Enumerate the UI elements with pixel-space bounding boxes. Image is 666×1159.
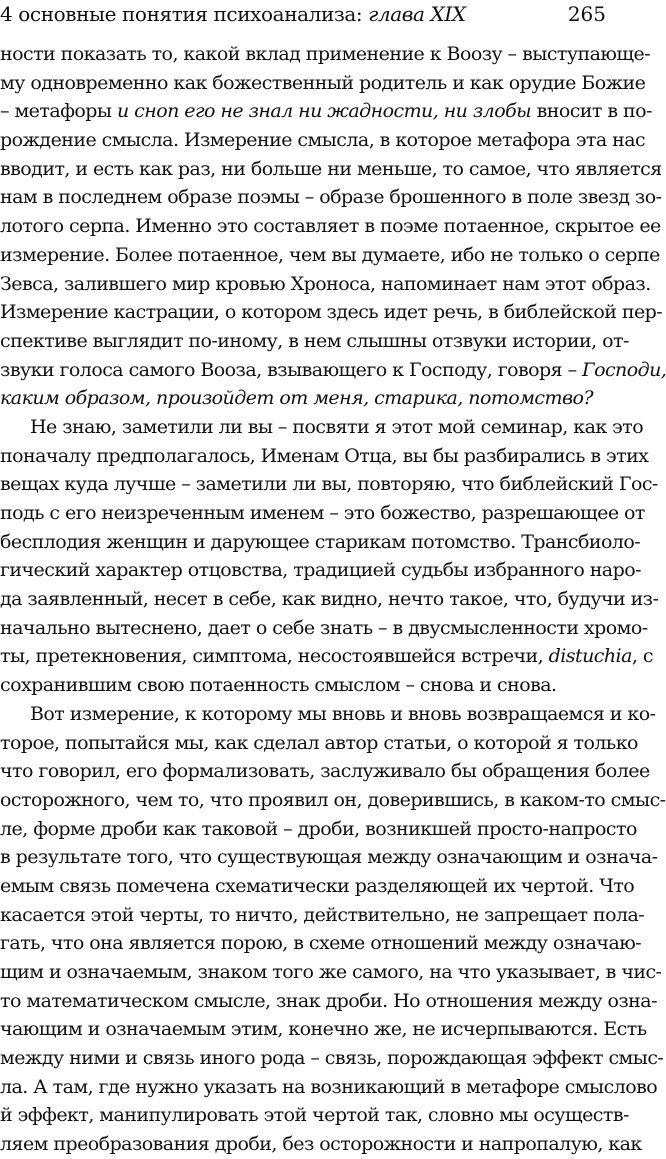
text-run: гический характер отцовства, традицией судьбы избранного наро- (0, 559, 641, 582)
text-line (0, 470, 658, 499)
text-run: щим и означаемым, знаком того же самого, на что указывает, в чис- (0, 961, 662, 983)
text-line (0, 556, 641, 585)
text-run: спективе выглядит по-иному, в нем слышны отзвуки истории, от- (0, 329, 629, 352)
text-run: вещах куда лучше – заметили ли вы, повторяю, что библейский Гос- (0, 473, 658, 496)
text-run: звуки голоса самого Вооза, взывающего к Господу, говоря – (0, 358, 583, 381)
text-run: ты, претекновения, симптома, несостоявшейся встречи, (0, 645, 549, 668)
text-run: что говорил, его формализовать, заслуживало бы обращения более (0, 760, 650, 783)
text-run: подь с его неизреченным именем – это божество, разрешающее от (0, 502, 645, 524)
text-line (0, 40, 651, 69)
text-run: поначалу предполагалось, Именам Отца, вы бы разбирались в этих (0, 444, 649, 467)
italic-run: distuchia (548, 645, 632, 668)
text-line (0, 528, 641, 557)
page-number: 265 (567, 2, 606, 26)
text-run: емым связь помечена схематически разделяющей их чертой. Что (0, 874, 635, 897)
text-line (0, 614, 648, 643)
text-line (0, 499, 645, 528)
text-run: Измерение кастрации, о котором здесь идет речь, в библейской пер- (0, 301, 663, 324)
text-line (0, 729, 638, 758)
text-line (0, 356, 666, 385)
text-line (0, 413, 644, 442)
text-line (0, 384, 620, 413)
text-run: между ними и связь иного рода – связь, порождающая эффект смыс- (0, 1047, 664, 1070)
text-line (0, 585, 659, 614)
text-line (0, 1073, 658, 1102)
text-line (0, 872, 635, 901)
text-run: лотого серпа. Именно это составляет в поэме потаенное, скрытое ее (0, 215, 661, 238)
text-line (0, 987, 657, 1016)
italic-run: Господи, (582, 358, 666, 381)
text-line (0, 69, 646, 98)
text-run: нам в последнем образе поэмы – образе брошенного в поле звезд зо- (0, 186, 662, 209)
body-text (0, 40, 666, 1159)
text-run: ляем преобразования дроби, без осторожности и напропалую, как (0, 1133, 642, 1156)
text-run: рождение смысла. Измерение смысла, в которое метафора эта нас (0, 129, 646, 152)
text-line (0, 786, 666, 815)
text-run: Не знаю, заметили ли вы – посвяти я этот мой семинар, как это (30, 415, 644, 438)
text-run: то математическом смысле, знак дроби. Но отношения между озна- (0, 989, 657, 1012)
text-run: му одновременно как божественный родитель и как орудие Божие (0, 71, 646, 94)
text-run: , с (631, 645, 653, 668)
text-run: ла. А там, где нужно указать на возникающий в метафоре смыслово (0, 1075, 658, 1098)
text-run: ности показать то, какой вклад применение к Воозу – выступающе- (0, 43, 651, 65)
running-head (0, 2, 466, 26)
text-run: й эффект, манипулировать этой чертой так, словно мы осуществ- (0, 1104, 629, 1127)
text-line (0, 1044, 664, 1073)
text-run: касается этой черты, то ничто, действительно, не запрещает пола- (0, 903, 645, 926)
text-line (0, 1101, 629, 1130)
text-run: – метафоры (0, 100, 117, 123)
text-run: ле, форме дроби как таковой – дроби, возникшей просто-напросто (0, 817, 637, 840)
text-line (0, 700, 656, 729)
page-header (0, 0, 620, 36)
italic-run: и сноп его не знал ни жадности, ни злобы (117, 100, 532, 123)
text-run: вносит в по- (531, 100, 652, 123)
text-line (0, 843, 658, 872)
text-line (0, 958, 662, 987)
text-run: торое, попытайся мы, как сделал автор статьи, о которой я только (0, 731, 638, 754)
text-run: да заявленный, несет в себе, как видно, нечто такое, что, будучи из- (0, 588, 659, 611)
text-line (0, 183, 662, 212)
text-run: Зевса, залившего мир кровью Хроноса, напоминает нам этот образ. (0, 272, 651, 295)
text-run: Вот измерение, к которому мы вновь и вновь возвращаемся и ко- (30, 702, 656, 725)
text-run: осторожного, чем то, что проявил он, доверившись, в каком-то смыс- (0, 788, 666, 811)
text-line (0, 642, 653, 671)
text-run: в результате того, что существующая между означающим и означа- (0, 846, 658, 869)
text-run: бесплодия женщин и дарующее старикам потомство. Трансбиоло- (0, 530, 641, 553)
text-line (0, 126, 646, 155)
text-line (0, 1130, 642, 1159)
running-head-chapter: 4 основные понятия психоанализа: (0, 2, 363, 26)
text-line (0, 241, 660, 270)
text-line (0, 671, 620, 700)
text-run: чающим и означаемым этим, конечно же, не исчерпываются. Есть (0, 1018, 647, 1041)
italic-run: каким образом, произойдет от меня, старика, потомство? (0, 387, 593, 410)
text-run: гать, что она является порою, в схеме отношений между означаю- (0, 932, 642, 955)
text-run: измерение. Более потаенное, чем вы думаете, ибо не только о серпе (0, 243, 660, 266)
text-line (0, 1015, 647, 1044)
text-line (0, 815, 637, 844)
text-line (0, 298, 663, 327)
text-line (0, 442, 649, 471)
text-run: вводит, и есть как раз, ни больше ни меньше, то самое, что является (0, 157, 662, 180)
text-line (0, 757, 650, 786)
text-line (0, 212, 661, 241)
text-line (0, 929, 642, 958)
running-head-italic: глава XIX (368, 2, 466, 26)
text-line (0, 270, 651, 299)
text-run: начально вытеснено, дает о себе знать – в двусмысленности хромо- (0, 616, 648, 639)
text-line (0, 327, 629, 356)
text-line (0, 155, 662, 184)
text-run: сохранившим свою потаенность смыслом – снова и снова. (0, 674, 557, 697)
text-line (0, 901, 645, 930)
text-line (0, 97, 652, 126)
